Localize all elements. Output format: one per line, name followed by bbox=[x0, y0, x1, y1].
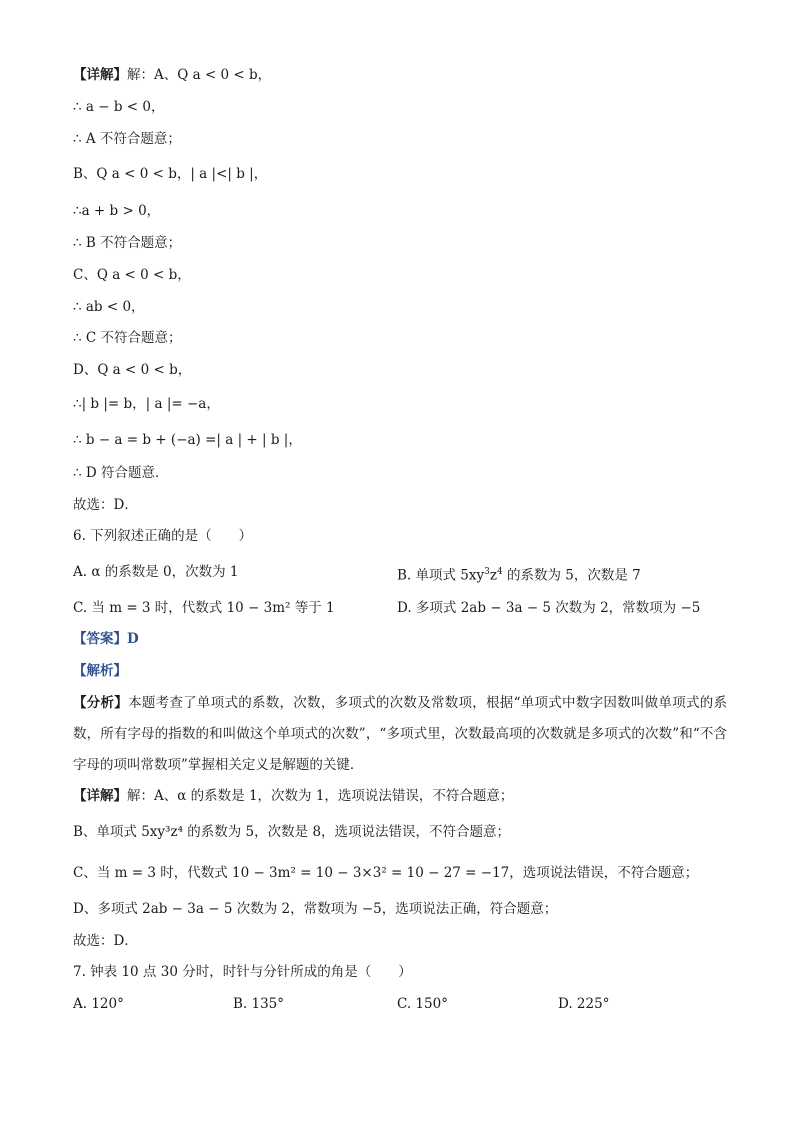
q6-option-c: C. 当 m = 3 时，代数式 10 − 3m² 等于 1 bbox=[73, 600, 335, 616]
q5-detail-line-6: ∴ B 不符合题意； bbox=[73, 235, 182, 251]
q7-option-a: A. 120° bbox=[73, 996, 124, 1012]
q6-detail-a bbox=[73, 787, 513, 805]
q5-detail-line-2: ∴ a − b < 0， bbox=[73, 99, 165, 115]
q6-detail-c: C、当 m = 3 时，代数式 10 − 3m² = 10 − 3×3² = 10 − 27 = −17，选项说法错误，不符合题意； bbox=[73, 865, 699, 881]
q7-option-c: C. 150° bbox=[397, 996, 448, 1012]
q5-detail-line-7: C、Q a < 0 < b， bbox=[73, 267, 191, 283]
detail-tag: 【详解】 bbox=[73, 67, 127, 83]
q6-option-b: B. 单项式 $5xy^3z^4$ 的系数为 5，次数是 7 bbox=[397, 567, 641, 584]
q5-detail-line-13: ∴ D 符合题意． bbox=[73, 465, 169, 481]
q7-option-d: D. 225° bbox=[558, 996, 610, 1012]
q6-option-a: A. α 的系数是 0，次数为 1 bbox=[73, 564, 239, 580]
q5-detail-line-4: B、Q a < 0 < b，| a |<| b |， bbox=[73, 166, 268, 182]
q5-detail-line-3: ∴ A 不符合题意； bbox=[73, 131, 181, 147]
q5-detail-line-5: ∴a + b > 0， bbox=[73, 203, 161, 219]
q6-detail-a-text: 解：A、α 的系数是 1，次数为 1，选项说法错误，不符合题意； bbox=[127, 788, 514, 804]
q7-option-b: B. 135° bbox=[233, 996, 285, 1012]
q6-analysis-label: 【解析】 bbox=[73, 663, 127, 679]
q6-detail-tag: 【详解】 bbox=[73, 788, 127, 804]
q5-detail-line-10: D、Q a < 0 < b， bbox=[73, 362, 192, 378]
q6-fenxi-body: 本题考查了单项式的系数，次数，多项式的次数及常数项，根据“单项式中数字因数叫做单项式的系数，所有字母的指数的和叫做这个单项式的次数”，“多项式里，次数最高项的次数就是多项式的次数”和“不含字母的项叫常数项”掌握相关定义是解题的关键． bbox=[73, 695, 728, 773]
q6-option-b-post: 的系数为 5，次数是 7 bbox=[502, 567, 641, 584]
q7-stem: 7. 钟表 10 点 30 分时，时针与分针所成的角是（ ） bbox=[73, 964, 412, 980]
q5-detail-line-9: ∴ C 不符合题意； bbox=[73, 330, 182, 346]
q5-detail-line-8: ∴ ab < 0， bbox=[73, 299, 145, 315]
q5-detail-line-1 bbox=[73, 66, 271, 84]
q6-detail-d: D、多项式 2ab − 3a − 5 次数为 2，常数项为 −5，选项说法正确，符合题意； bbox=[73, 901, 558, 917]
q6-stem: 6. 下列叙述正确的是（ ） bbox=[73, 528, 253, 544]
q5-detail-line-12: ∴ b − a = b + (−a) =| a | + | b |， bbox=[73, 432, 302, 448]
detail-text: 解：A、Q a < 0 < b， bbox=[127, 67, 272, 83]
q6-choose: 故选：D． bbox=[73, 933, 138, 949]
q6-fenxi-tag: 【分析】 bbox=[73, 695, 129, 711]
q6-detail-b: B、单项式 5xy³z⁴ 的系数为 5，次数是 8，选项说法错误，不符合题意； bbox=[73, 824, 511, 840]
q6-analysis-text bbox=[73, 688, 727, 781]
q6-option-d: D. 多项式 2ab − 3a − 5 次数为 2，常数项为 −5 bbox=[397, 600, 701, 616]
q5-detail-line-11: ∴| b |= b，| a |= −a， bbox=[73, 396, 220, 412]
q6-option-b-pre: B. 单项式 5xy bbox=[397, 567, 485, 584]
q5-choose: 故选：D． bbox=[73, 497, 138, 513]
q6-answer: 【答案】D bbox=[73, 631, 139, 647]
